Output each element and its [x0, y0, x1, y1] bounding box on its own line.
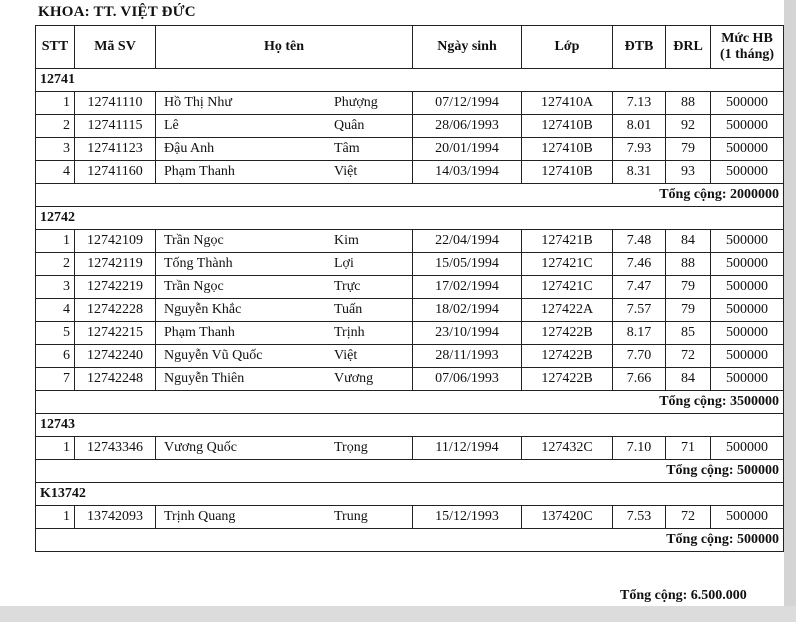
cell-hoten: [156, 437, 413, 460]
cell-hoten: [156, 161, 413, 184]
cell-lop: 127421C: [522, 276, 613, 299]
cell-ho: Lê: [164, 118, 179, 133]
header-drl: ĐRL: [666, 26, 711, 69]
subtotal-text: Tổng cộng: 500000: [36, 460, 784, 483]
cell-ho: Phạm Thanh: [164, 325, 235, 340]
subtotal-row: [36, 460, 784, 483]
table-row: [36, 368, 784, 391]
cell-hoten: [156, 92, 413, 115]
cell-lop: 127421C: [522, 253, 613, 276]
cell-ho: Phạm Thanh: [164, 164, 235, 179]
cell-lop: 127422B: [522, 322, 613, 345]
cell-stt: 1: [36, 92, 75, 115]
cell-lop: 127410B: [522, 138, 613, 161]
group-code: 12743: [36, 414, 784, 437]
cell-hoten: [156, 276, 413, 299]
cell-ho: Hồ Thị Như: [164, 95, 232, 110]
cell-drl: 72: [666, 506, 711, 529]
group-row: [36, 414, 784, 437]
subtotal-text: Tổng cộng: 3500000: [36, 391, 784, 414]
cell-masv: 12742240: [75, 345, 156, 368]
table-row: [36, 437, 784, 460]
department-title: KHOA: TT. VIỆT ĐỨC: [38, 4, 196, 20]
cell-drl: 88: [666, 92, 711, 115]
cell-drl: 84: [666, 368, 711, 391]
cell-muchb: 500000: [711, 437, 784, 460]
cell-dtb: 7.93: [613, 138, 666, 161]
table-row: [36, 115, 784, 138]
cell-masv: 12741123: [75, 138, 156, 161]
cell-drl: 71: [666, 437, 711, 460]
cell-dtb: 8.01: [613, 115, 666, 138]
cell-drl: 79: [666, 276, 711, 299]
header-lop: Lớp: [522, 26, 613, 69]
header-dtb: ĐTB: [613, 26, 666, 69]
cell-lop: 127410A: [522, 92, 613, 115]
table-row: [36, 92, 784, 115]
cell-stt: 2: [36, 115, 75, 138]
cell-hoten: [156, 253, 413, 276]
cell-muchb: 500000: [711, 322, 784, 345]
group-code: 12741: [36, 69, 784, 92]
cell-dtb: 7.47: [613, 276, 666, 299]
cell-muchb: 500000: [711, 230, 784, 253]
table-row: [36, 322, 784, 345]
cell-ngaysinh: 18/02/1994: [413, 299, 522, 322]
cell-ten: Phượng: [334, 95, 378, 110]
scan-edge-bottom: [0, 606, 796, 622]
cell-masv: 12742215: [75, 322, 156, 345]
header-muchb-line2: (1 tháng): [719, 47, 775, 62]
cell-stt: 7: [36, 368, 75, 391]
cell-masv: 12741160: [75, 161, 156, 184]
cell-lop: 127410B: [522, 115, 613, 138]
scan-edge-right: [784, 0, 796, 606]
cell-ten: Trọng: [334, 440, 368, 455]
cell-lop: 127422A: [522, 299, 613, 322]
subtotal-text: Tổng cộng: 500000: [36, 529, 784, 552]
header-muchb: [711, 26, 784, 69]
cell-ho: Nguyễn Vũ Quốc: [164, 348, 263, 363]
cell-stt: 4: [36, 299, 75, 322]
cell-dtb: 7.10: [613, 437, 666, 460]
cell-masv: 12741110: [75, 92, 156, 115]
cell-ten: Vương: [334, 371, 374, 386]
cell-ten: Kim: [334, 233, 359, 248]
cell-hoten: [156, 115, 413, 138]
cell-ho: Tống Thành: [164, 256, 233, 271]
cell-ngaysinh: 17/02/1994: [413, 276, 522, 299]
cell-ngaysinh: 11/12/1994: [413, 437, 522, 460]
group-code: K13742: [36, 483, 784, 506]
cell-lop: 127410B: [522, 161, 613, 184]
cell-dtb: 8.31: [613, 161, 666, 184]
header-masv: Mã SV: [75, 26, 156, 69]
group-code: 12742: [36, 207, 784, 230]
cell-ngaysinh: 28/11/1993: [413, 345, 522, 368]
group-row: [36, 69, 784, 92]
cell-hoten: [156, 322, 413, 345]
cell-ngaysinh: 28/06/1993: [413, 115, 522, 138]
cell-ngaysinh: 07/12/1994: [413, 92, 522, 115]
cell-ho: Trịnh Quang: [164, 509, 236, 524]
table-body: [36, 69, 784, 552]
cell-dtb: 7.70: [613, 345, 666, 368]
grand-total: Tổng cộng: 6.500.000: [620, 588, 747, 603]
cell-dtb: 7.13: [613, 92, 666, 115]
cell-muchb: 500000: [711, 506, 784, 529]
table-row: [36, 276, 784, 299]
cell-hoten: [156, 299, 413, 322]
cell-drl: 79: [666, 299, 711, 322]
cell-ngaysinh: 22/04/1994: [413, 230, 522, 253]
cell-ho: Trần Ngọc: [164, 279, 224, 294]
header-stt: STT: [36, 26, 75, 69]
subtotal-text: Tổng cộng: 2000000: [36, 184, 784, 207]
cell-ten: Quân: [334, 118, 365, 133]
table-header: [36, 26, 784, 69]
cell-ten: Tuấn: [334, 302, 363, 317]
cell-ten: Lợi: [334, 256, 354, 271]
cell-ngaysinh: 15/12/1993: [413, 506, 522, 529]
cell-dtb: 7.46: [613, 253, 666, 276]
cell-ngaysinh: 07/06/1993: [413, 368, 522, 391]
cell-ngaysinh: 14/03/1994: [413, 161, 522, 184]
cell-ten: Việt: [334, 164, 358, 179]
cell-muchb: 500000: [711, 115, 784, 138]
cell-masv: 12742248: [75, 368, 156, 391]
cell-muchb: 500000: [711, 161, 784, 184]
cell-stt: 1: [36, 230, 75, 253]
cell-dtb: 7.57: [613, 299, 666, 322]
cell-stt: 5: [36, 322, 75, 345]
cell-ten: Tâm: [334, 141, 360, 156]
cell-hoten: [156, 230, 413, 253]
cell-masv: 13742093: [75, 506, 156, 529]
cell-stt: 1: [36, 437, 75, 460]
cell-dtb: 7.48: [613, 230, 666, 253]
group-row: [36, 483, 784, 506]
cell-masv: 12741115: [75, 115, 156, 138]
cell-masv: 12742119: [75, 253, 156, 276]
cell-muchb: 500000: [711, 138, 784, 161]
cell-masv: 12743346: [75, 437, 156, 460]
table-row: [36, 506, 784, 529]
cell-muchb: 500000: [711, 368, 784, 391]
cell-dtb: 8.17: [613, 322, 666, 345]
cell-ten: Việt: [334, 348, 358, 363]
header-hoten: Họ tên: [156, 26, 413, 69]
cell-hoten: [156, 345, 413, 368]
cell-ho: Nguyễn Thiên: [164, 371, 245, 386]
cell-masv: 12742219: [75, 276, 156, 299]
cell-ho: Đậu Anh: [164, 141, 215, 156]
cell-drl: 84: [666, 230, 711, 253]
cell-lop: 127432C: [522, 437, 613, 460]
header-muchb-line1: Mức HB: [721, 31, 773, 46]
cell-drl: 88: [666, 253, 711, 276]
table-row: [36, 230, 784, 253]
table-row: [36, 345, 784, 368]
cell-muchb: 500000: [711, 276, 784, 299]
cell-ho: Nguyễn Khắc: [164, 302, 242, 317]
subtotal-row: [36, 391, 784, 414]
cell-drl: 92: [666, 115, 711, 138]
cell-dtb: 7.66: [613, 368, 666, 391]
cell-ten: Trực: [334, 279, 361, 294]
cell-ho: Vương Quốc: [164, 440, 237, 455]
cell-hoten: [156, 138, 413, 161]
table-row: [36, 161, 784, 184]
cell-muchb: 500000: [711, 299, 784, 322]
cell-drl: 72: [666, 345, 711, 368]
group-row: [36, 207, 784, 230]
cell-stt: 1: [36, 506, 75, 529]
cell-lop: 127421B: [522, 230, 613, 253]
table-row: [36, 299, 784, 322]
table-row: [36, 138, 784, 161]
cell-stt: 3: [36, 138, 75, 161]
cell-muchb: 500000: [711, 345, 784, 368]
cell-stt: 4: [36, 161, 75, 184]
cell-lop: 127422B: [522, 345, 613, 368]
cell-muchb: 500000: [711, 253, 784, 276]
cell-ho: Trần Ngọc: [164, 233, 224, 248]
cell-lop: 137420C: [522, 506, 613, 529]
cell-hoten: [156, 506, 413, 529]
cell-ten: Trịnh: [334, 325, 365, 340]
cell-masv: 12742228: [75, 299, 156, 322]
cell-hoten: [156, 368, 413, 391]
cell-drl: 85: [666, 322, 711, 345]
cell-dtb: 7.53: [613, 506, 666, 529]
cell-masv: 12742109: [75, 230, 156, 253]
cell-stt: 2: [36, 253, 75, 276]
cell-muchb: 500000: [711, 92, 784, 115]
header-ngaysinh: Ngày sinh: [413, 26, 522, 69]
cell-drl: 93: [666, 161, 711, 184]
cell-stt: 3: [36, 276, 75, 299]
cell-ngaysinh: 15/05/1994: [413, 253, 522, 276]
cell-lop: 127422B: [522, 368, 613, 391]
cell-ten: Trung: [334, 509, 368, 524]
subtotal-row: [36, 184, 784, 207]
scholarship-table: [35, 25, 784, 552]
cell-ngaysinh: 23/10/1994: [413, 322, 522, 345]
cell-ngaysinh: 20/01/1994: [413, 138, 522, 161]
cell-drl: 79: [666, 138, 711, 161]
subtotal-row: [36, 529, 784, 552]
table-row: [36, 253, 784, 276]
cell-stt: 6: [36, 345, 75, 368]
